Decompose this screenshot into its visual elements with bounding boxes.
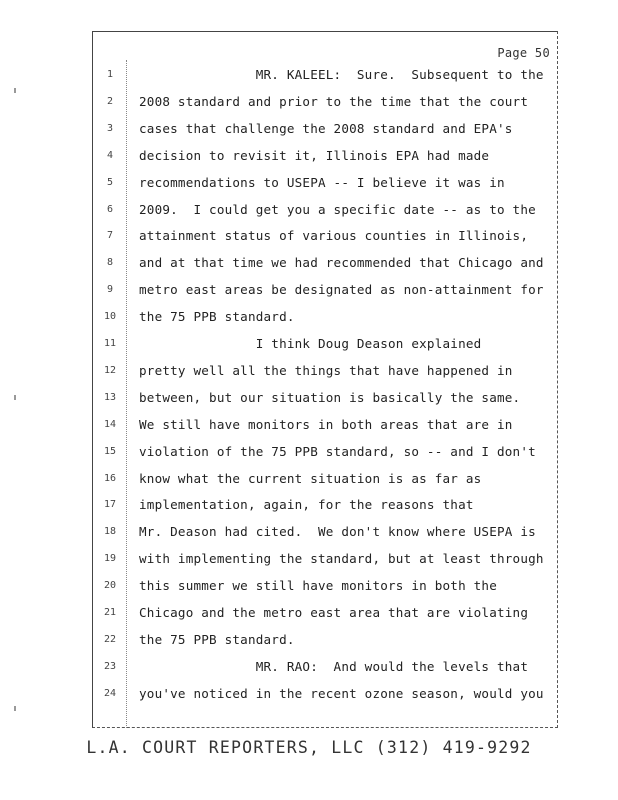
transcript-line: recommendations to USEPA -- I believe it was in xyxy=(139,174,505,190)
line-number: 4 xyxy=(106,149,114,161)
line-number: 2 xyxy=(106,95,114,107)
line-number: 22 xyxy=(103,633,117,645)
transcript-line: this summer we still have monitors in both the xyxy=(139,578,497,594)
line-number: 21 xyxy=(103,607,117,618)
line-number: 12 xyxy=(103,364,117,376)
scan-speck xyxy=(14,88,16,93)
line-number: 14 xyxy=(103,418,117,430)
transcript-line: attainment status of various counties in Illinois, xyxy=(139,228,529,244)
line-number: 16 xyxy=(103,472,117,484)
transcript-line: I think Doug Deason explained xyxy=(139,336,482,351)
transcript-line: between, but our situation is basically the same. xyxy=(139,389,521,405)
transcript-line: implementation, again, for the reasons that xyxy=(139,497,474,513)
transcript-line: know what the current situation is as far as xyxy=(139,470,482,486)
line-number-margin-rule xyxy=(126,60,127,728)
transcript-line: cases that challenge the 2008 standard and EPA's xyxy=(139,120,513,136)
line-number: 7 xyxy=(106,230,114,242)
line-number: 15 xyxy=(103,445,117,457)
line-number: 13 xyxy=(103,391,117,403)
transcript-line: the 75 PPB standard. xyxy=(139,309,295,325)
transcript-line: MR. RAO: And would the levels that xyxy=(139,658,529,674)
transcript-line: violation of the 75 PPB standard, so -- and I don't xyxy=(139,443,536,459)
line-number: 9 xyxy=(106,284,114,296)
line-number: 18 xyxy=(103,526,117,538)
transcript-line: you've noticed in the recent ozone season, would you xyxy=(139,685,544,701)
line-number: 17 xyxy=(103,499,117,511)
line-number: 11 xyxy=(103,338,117,349)
line-number: 10 xyxy=(103,311,117,323)
line-number: 24 xyxy=(103,687,117,699)
transcript-line: decision to revisit it, Illinois EPA had made xyxy=(139,147,490,163)
transcript-line: pretty well all the things that have happened in xyxy=(139,362,513,378)
transcript-line: 2009. I could get you a specific date -- as to the xyxy=(139,201,536,217)
transcript-line: Chicago and the metro east area that are violating xyxy=(139,605,529,620)
line-number: 5 xyxy=(106,176,114,188)
transcript-line: and at that time we had recommended that Chicago and xyxy=(139,255,544,271)
line-number: 19 xyxy=(103,553,117,565)
line-number: 20 xyxy=(103,580,117,592)
transcript-line: MR. KALEEL: Sure. Subsequent to the xyxy=(139,67,544,82)
scan-speck xyxy=(14,395,16,400)
page-number: Page 50 xyxy=(497,46,550,60)
transcript-line: the 75 PPB standard. xyxy=(139,631,295,647)
transcript-line: Mr. Deason had cited. We don't know where USEPA is xyxy=(139,524,536,540)
transcript-line: We still have monitors in both areas that are in xyxy=(139,416,513,432)
scan-speck xyxy=(14,706,16,711)
court-reporter-footer: L.A. COURT REPORTERS, LLC (312) 419-9292 xyxy=(86,738,532,757)
line-number: 23 xyxy=(103,660,117,672)
transcript-line: with implementing the standard, but at least through xyxy=(139,551,544,567)
transcript-line: 2008 standard and prior to the time that the court xyxy=(139,93,529,109)
line-number: 1 xyxy=(106,69,114,80)
transcript-line: metro east areas be designated as non-attainment for xyxy=(139,282,544,298)
line-number: 6 xyxy=(106,203,114,215)
line-number: 8 xyxy=(106,257,114,269)
line-number: 3 xyxy=(106,122,114,134)
